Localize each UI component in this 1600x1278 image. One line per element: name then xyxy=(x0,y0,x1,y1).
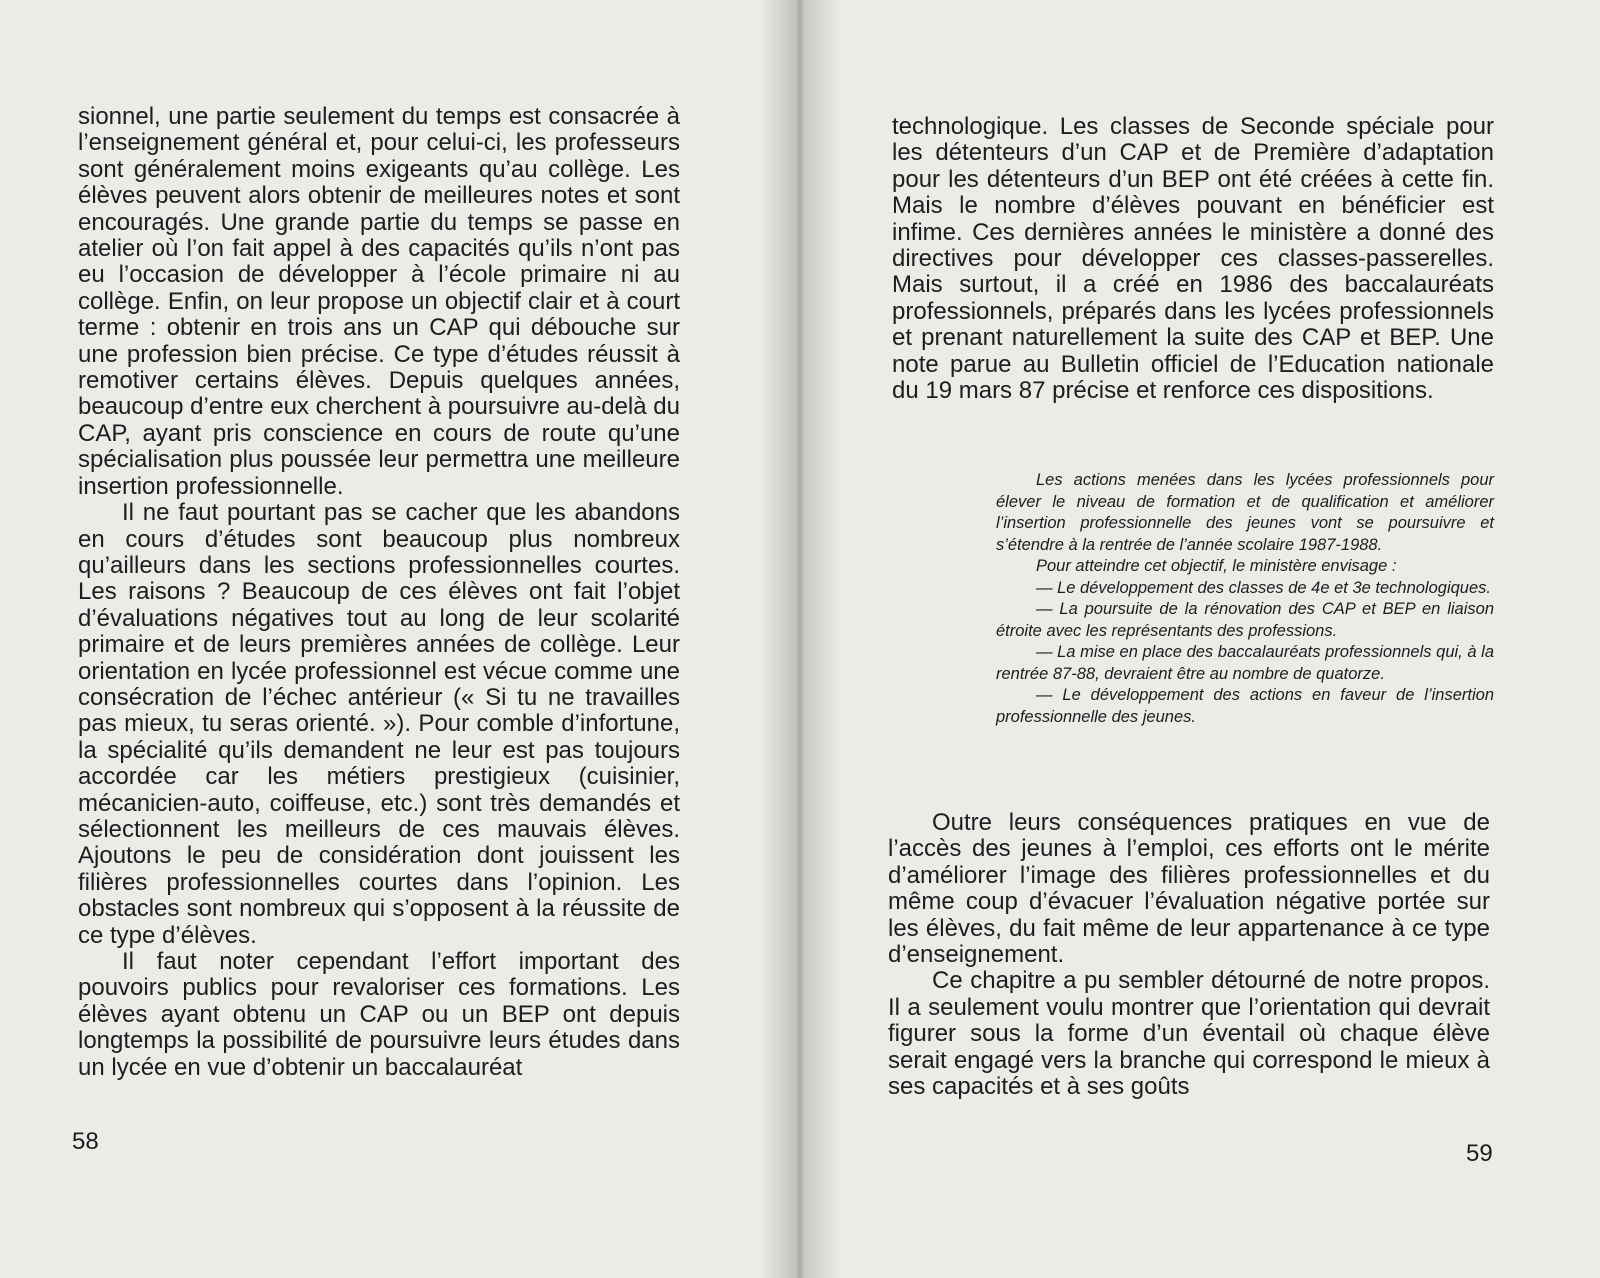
quote-paragraph: — La poursuite de la rénovation des CAP et BEP en liaison étroite avec les représentants des professions. xyxy=(996,600,1494,640)
paragraph: Il faut noter cependant l’effort important des pouvoirs publics pour revaloriser ces formations. Les élèves ayant obtenu un CAP ou un BEP ont depuis longtemps la possibilité de poursuivre leurs études dans un lycée en vue d’obtenir un baccalauréat xyxy=(78,948,680,1081)
quote-paragraph: — Le développement des classes de 4e et 3e technologiques. xyxy=(1036,578,1491,597)
page-number: 59 xyxy=(1466,1140,1493,1167)
right-page-body-top xyxy=(892,114,1494,404)
paragraph: Outre leurs conséquences pratiques en vue de l’accès des jeunes à l’emploi, ces efforts ont le mérite d’améliorer l’image des filières professionnelles et du même coup d’évacuer l’évaluation négative portée sur les élèves, du fait même de leur appartenance à ce type d’enseignement. xyxy=(888,809,1490,969)
left-page-body xyxy=(78,104,680,1081)
paragraph: technologique. Les classes de Seconde spéciale pour les détenteurs d’un CAP et de Première d’adaptation pour les détenteurs d’un BEP ont été créées à cette fin. Mais le nombre d’élèves pouvant en bénéficier est infime. Ces dernières années le ministère a donné des directives pour développer ces classes-passerelles. Mais surtout, il a créé en 1986 des baccalauréats professionnels, préparés dans les lycées professionnels et prenant naturellement la suite des CAP et BEP. Une note parue au Bulletin officiel de l’Education nationale du 19 mars 87 précise et renforce ces dispositions. xyxy=(892,113,1494,405)
page-number: 58 xyxy=(72,1128,99,1155)
block-quote xyxy=(996,470,1494,728)
quote-paragraph: — Le développement des actions en faveur de l’insertion professionnelle des jeunes. xyxy=(996,686,1494,726)
right-page-body-bottom xyxy=(888,810,1490,1100)
paragraph: Il ne faut pourtant pas se cacher que les abandons en cours d’études sont beaucoup plus nombreux qu’ailleurs dans les sections professionnelles courtes. Les raisons ? Beaucoup de ces élèves ont fait l’objet d’évaluations négatives tout au long de leur scolarité primaire et de leurs premières années de collège. Leur orientation en lycée professionnel est vécue comme une consécration de l’échec antérieur (« Si tu ne travailles pas mieux, tu seras orienté. »). Pour comble d’infortune, la spécialité qu’ils demandent ne leur est pas toujours accordée car les métiers prestigieux (cuisinier, mécanicien-auto, coiffeuse, etc.) sont très demandés et sélectionnent les meilleurs de ces mauvais élèves. Ajoutons le peu de considération dont jouissent les filières professionnelles courtes dans l’opinion. Les obstacles sont nombreux qui s’opposent à la réussite de ce type d’élèves. xyxy=(78,499,680,949)
right-page xyxy=(800,0,1600,1278)
paragraph: sionnel, une partie seulement du temps est consacrée à l’enseignement général et, pour celui-ci, les professeurs sont généralement moins exigeants qu’au collège. Les élèves peuvent alors obtenir de meilleures notes et sont encouragés. Une grande partie du temps se passe en atelier où l’on fait appel à des capacités qu’ils n’ont pas eu l’occasion de développer à l’école primaire ni au collège. Enfin, on leur propose un objectif clair et à court terme : obtenir en trois ans un CAP qui débouche sur une profession bien précise. Ce type d’études réussit à remotiver certains élèves. Depuis quelques années, beaucoup d’entre eux cherchent à poursuivre au-delà du CAP, ayant pris conscience en cours de route qu’une spécialisation plus poussée leur permettra une meilleure insertion professionnelle. xyxy=(78,103,680,500)
quote-paragraph: Les actions menées dans les lycées professionnels pour élever le niveau de formation et de qualification et améliorer l’insertion professionnelle des jeunes vont se poursuivre et s’étendre à la rentrée de l’année scolaire 1987-1988. xyxy=(996,471,1494,554)
quote-paragraph: — La mise en place des baccalauréats professionnels qui, à la rentrée 87-88, devraient être au nombre de quatorze. xyxy=(996,643,1494,683)
quote-paragraph: Pour atteindre cet objectif, le ministère envisage : xyxy=(1036,557,1397,575)
paragraph: Ce chapitre a pu sembler détourné de notre propos. Il a seulement voulu montrer que l’orientation qui devrait figurer sous la forme d’un éventail où chaque élève serait engagé vers la branche qui correspond le mieux à ses capacités et à ses goûts xyxy=(888,967,1490,1101)
